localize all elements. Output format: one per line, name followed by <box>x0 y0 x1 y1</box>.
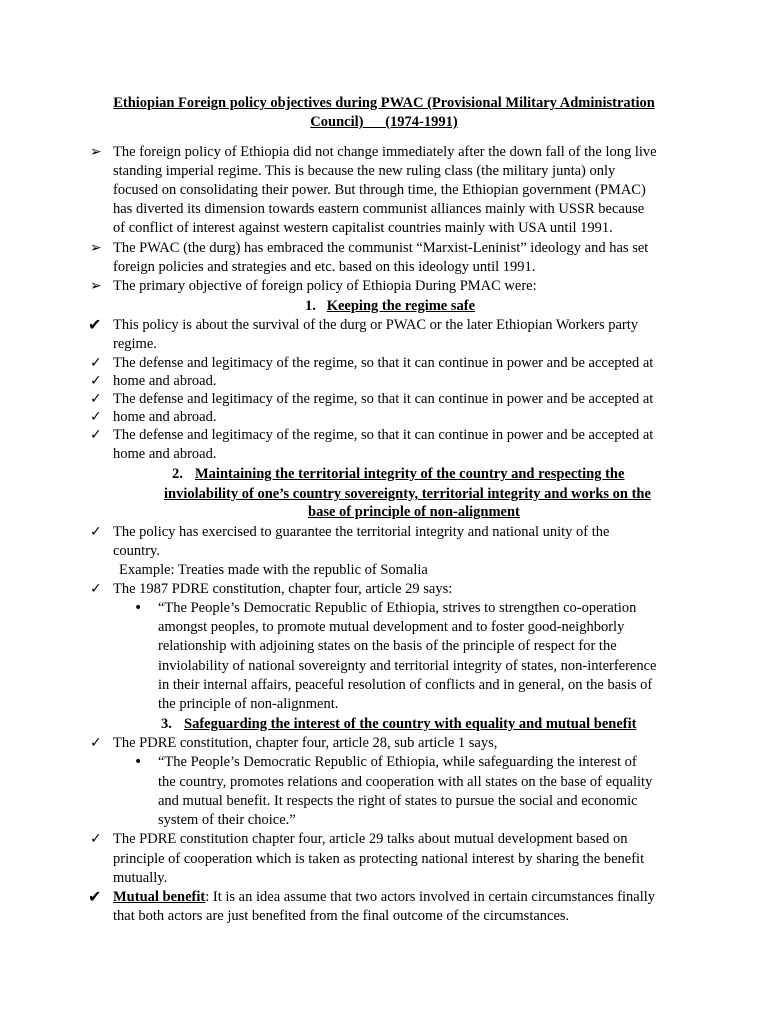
s1-item-6: The defense and legitimacy of the regime, so that it can continue in power and be accepted at <box>113 427 654 443</box>
s3-quote-line-1: “The People’s Democratic Republic of Ethiopia, while safeguarding the interest of <box>158 754 637 770</box>
section-2-heading-line-2: inviolability of one’s country sovereignty, territorial integrity and works on the <box>164 486 651 502</box>
arrow-bullet-icon: ➢ <box>90 278 102 294</box>
check-bold-icon: ✔ <box>88 887 102 906</box>
s3-quote-line-2: the country, promotes relations and cooperation with all states on the base of equality <box>158 774 653 790</box>
s3-item-2-line-2: principle of cooperation which is taken as protecting national interest by sharing the benefit <box>113 851 645 867</box>
section-1-heading <box>90 297 690 316</box>
s3-item-3 <box>113 888 655 907</box>
document-title <box>90 94 678 132</box>
section-1-title: Keeping the regime safe <box>326 298 476 314</box>
check-icon: ✓ <box>90 355 102 371</box>
s1-item-6-cont: home and abroad. <box>113 446 217 462</box>
s3-quote-line-3: and mutual benefit. It respects the right of states to pursue the social and economic <box>158 793 638 809</box>
check-icon: ✓ <box>90 373 102 389</box>
s2-quote-line-6: the principle of non-alignment. <box>158 696 339 712</box>
intro-1-line-4: has diverted its dimension towards eastern communist alliances mainly with USSR because <box>113 201 645 217</box>
s2-item-2: The 1987 PDRE constitution, chapter four, article 29 says: <box>113 581 453 597</box>
check-icon: ✓ <box>90 581 102 597</box>
intro-1-line-2: standing imperial regime. This is because the new ruling class (the military junta) only <box>113 163 616 179</box>
s2-item-1-line-1: The policy has exercised to guarantee the territorial integrity and national unity of the <box>113 524 610 540</box>
arrow-bullet-icon: ➢ <box>90 240 102 256</box>
bullet-dot-icon: • <box>134 754 143 770</box>
section-2-heading-line-1: Maintaining the territorial integrity of the country and respecting the <box>195 466 625 482</box>
section-3-heading: Safeguarding the interest of the country with equality and mutual benefit <box>184 716 637 732</box>
s1-item-5: home and abroad. <box>113 409 217 425</box>
s3-item-2-line-1: The PDRE constitution chapter four, article 29 talks about mutual development based on <box>113 831 628 847</box>
section-2-number: 2. <box>172 466 183 482</box>
intro-1-line-1: The foreign policy of Ethiopia did not change immediately after the down fall of the long live <box>113 144 657 160</box>
mutual-benefit-term: Mutual benefit <box>113 889 206 905</box>
s1-item-3: home and abroad. <box>113 373 217 389</box>
s2-quote-line-5: in their internal affairs, peaceful resolution of conflicts and in general, on the basis of <box>158 677 653 693</box>
s2-quote-line-1: “The People’s Democratic Republic of Ethiopia, strives to strengthen co-operation <box>158 600 637 616</box>
s1-item-1-cont: regime. <box>113 336 157 352</box>
intro-1-line-5: of conflict of interest against western capitalist countries mainly with USA until 1991. <box>113 220 613 236</box>
section-3-number: 3. <box>161 716 172 732</box>
intro-2-line-1: The PWAC (the durg) has embraced the communist “Marxist-Leninist” ideology and has set <box>113 240 649 256</box>
arrow-bullet-icon: ➢ <box>90 144 102 160</box>
s2-quote-line-4: inviolability of national sovereignty and territorial integrity of states, non-interference <box>158 658 657 674</box>
s3-item-3-cont: that both actors are just benefited from the final outcome of the circumstances. <box>113 908 570 924</box>
check-icon: ✓ <box>90 409 102 425</box>
s3-quote-line-4: system of their choice.” <box>158 812 296 828</box>
s2-example: Example: Treaties made with the republic of Somalia <box>119 562 428 578</box>
s1-item-2: The defense and legitimacy of the regime, so that it can continue in power and be accepted at <box>113 355 654 371</box>
s2-item-1-line-2: country. <box>113 543 160 559</box>
intro-1-line-3: focused on consolidating their power. But through time, the Ethiopian government (PMAC) <box>113 182 646 198</box>
intro-2-line-2: foreign policies and strategies and etc. based on this ideology until 1991. <box>113 259 536 275</box>
check-icon: ✓ <box>90 524 102 540</box>
check-icon: ✓ <box>90 735 102 751</box>
check-icon: ✓ <box>90 391 102 407</box>
s3-item-2-line-3: mutually. <box>113 870 168 886</box>
check-icon: ✓ <box>90 427 102 443</box>
check-icon: ✓ <box>90 831 102 847</box>
bullet-dot-icon: • <box>134 600 143 616</box>
section-2-heading-line-3: base of principle of non-alignment <box>308 504 520 520</box>
s1-item-1: This policy is about the survival of the durg or PWAC or the later Ethiopian Workers party <box>113 317 639 333</box>
title-line-2: Council) (1974-1991) <box>310 114 458 130</box>
section-1-number: 1. <box>304 298 316 314</box>
s2-quote-line-3: relationship with adjoining states on the basis of the principle of respect for the <box>158 638 617 654</box>
s3-item-1: The PDRE constitution, chapter four, article 28, sub article 1 says, <box>113 735 498 751</box>
s1-item-4: The defense and legitimacy of the regime, so that it can continue in power and be accepted at <box>113 391 654 407</box>
check-bold-icon: ✔ <box>88 315 102 334</box>
title-line-1: Ethiopian Foreign policy objectives during PWAC (Provisional Military Administration <box>113 95 655 111</box>
intro-3-line-1: The primary objective of foreign policy of Ethiopia During PMAC were: <box>113 278 537 294</box>
s2-quote-line-2: amongst peoples, to promote mutual development and to foster good-neighborly <box>158 619 625 635</box>
mutual-benefit-definition: : It is an idea assume that two actors involved in certain circumstances finally <box>205 889 655 905</box>
